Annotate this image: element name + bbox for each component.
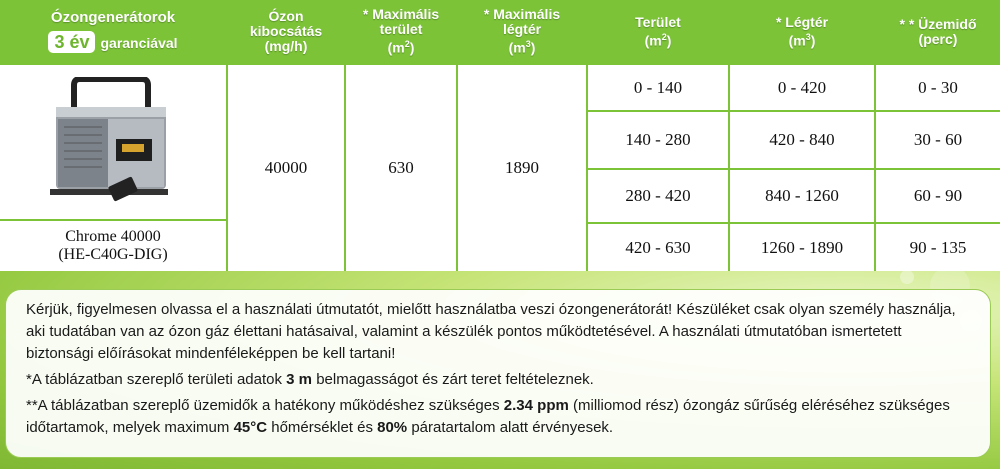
row-3-volume: 840 - 1260 <box>730 170 874 222</box>
unit-text: (m <box>387 39 405 56</box>
row-3-runtime: 60 - 90 <box>876 170 1000 222</box>
header-runtime-l1: * * Üzemidő <box>899 15 977 32</box>
header-ozone-l2: kibocsátás <box>249 23 323 39</box>
row-1-volume: 0 - 420 <box>730 65 874 110</box>
row-2-volume: 420 - 840 <box>730 112 874 168</box>
unit-sup: 2 <box>404 39 410 50</box>
runtime-footnote <box>26 395 972 439</box>
header-title: Ózongenerátorok <box>50 9 176 26</box>
row-4-area: 420 - 630 <box>588 224 728 271</box>
unit-sup: 2 <box>661 31 667 42</box>
max-volume-value: 1890 <box>458 65 586 271</box>
row-1-runtime: 0 - 30 <box>876 65 1000 110</box>
header-max-volume-unit <box>509 37 536 56</box>
header-max-volume <box>458 0 586 63</box>
header-runtime-unit: (perc) <box>918 30 958 47</box>
row-2-runtime: 30 - 60 <box>876 112 1000 168</box>
warranty-line <box>48 31 177 53</box>
temperature-value: 45°C <box>233 419 268 436</box>
ceiling-height: 3 m <box>286 371 313 388</box>
footnote-text: *A táblázatban szereplő területi adatok <box>26 371 287 388</box>
usage-notice <box>5 289 991 458</box>
row-1-area: 0 - 140 <box>588 65 728 110</box>
unit-sup: 3 <box>525 39 531 50</box>
row-4-volume: 1260 - 1890 <box>730 224 874 271</box>
header-ozone-unit: (mg/h) <box>264 38 308 54</box>
header-max-area-l1: * Maximális <box>362 6 440 23</box>
unit-text: (m <box>508 39 526 56</box>
footnote-text: hőmérséklet és <box>267 419 378 436</box>
area-footnote <box>26 369 972 391</box>
row-4-runtime: 90 - 135 <box>876 224 1000 271</box>
header-max-area-l2: terület <box>379 21 423 38</box>
footnote-text: belmagasságot és zárt teret feltételeznek. <box>312 371 594 388</box>
ozone-generator-image <box>38 77 188 207</box>
header-ozone-l1: Ózon <box>268 8 304 24</box>
header-area-unit <box>645 30 672 49</box>
warranty-text: garanciával <box>100 35 178 51</box>
header-volume-unit <box>789 30 816 49</box>
ppm-value: 2.34 ppm <box>503 397 569 414</box>
row-3-area: 280 - 420 <box>588 170 728 222</box>
header-area <box>588 0 728 63</box>
product-name: Chrome 40000 <box>65 228 161 245</box>
product-caption-cell <box>0 221 226 271</box>
unit-text: (m <box>644 32 662 49</box>
product-image-cell <box>0 65 226 219</box>
header-runtime <box>876 0 1000 63</box>
header-max-volume-l2: légtér <box>502 21 542 38</box>
footnote-text: **A táblázatban szereplő üzemidők a hatékony működéshez szükséges <box>26 397 504 414</box>
bokeh-light <box>900 270 914 284</box>
unit-paren: ) <box>530 39 536 56</box>
header-max-area <box>346 0 456 63</box>
header-ozone <box>228 0 344 63</box>
footnote-text: (milliomod rész) ózongáz sűrűség eléréséhez szükséges időtartamok, melyek maximum <box>26 397 950 436</box>
unit-sup: 3 <box>805 31 811 42</box>
footnote-text: páratartalom alatt érvényesek. <box>407 419 614 436</box>
header-product <box>0 0 226 63</box>
unit-paren: ) <box>666 32 672 49</box>
notice-paragraph: Kérjük, figyelmesen olvassa el a használati útmutatót, mielőtt használatba veszi ózongenerátorát! Készüléket csak olyan személy használja, aki tudatában van az ózon gáz élettani hatásaival, valamint a készülék pontos működtetésével. A használati útmutatóban ismertetett biztonsági előírásokat mindenféleképpen be kell tartani! <box>26 301 956 362</box>
header-area-l1: Terület <box>635 13 681 30</box>
unit-paren: ) <box>409 39 415 56</box>
header-max-area-unit <box>388 37 415 56</box>
max-area-value: 630 <box>346 65 456 271</box>
unit-text: (m <box>788 32 806 49</box>
unit-paren: ) <box>810 32 816 49</box>
warranty-badge: 3 év <box>48 31 95 53</box>
row-2-area: 140 - 280 <box>588 112 728 168</box>
header-volume-l1: * Légtér <box>775 13 829 30</box>
ozone-output-value: 40000 <box>228 65 344 271</box>
header-volume <box>730 0 874 63</box>
header-max-volume-l1: * Maximális <box>483 6 561 23</box>
humidity-value: 80% <box>377 419 408 436</box>
product-code: (HE-C40G-DIG) <box>58 246 168 263</box>
